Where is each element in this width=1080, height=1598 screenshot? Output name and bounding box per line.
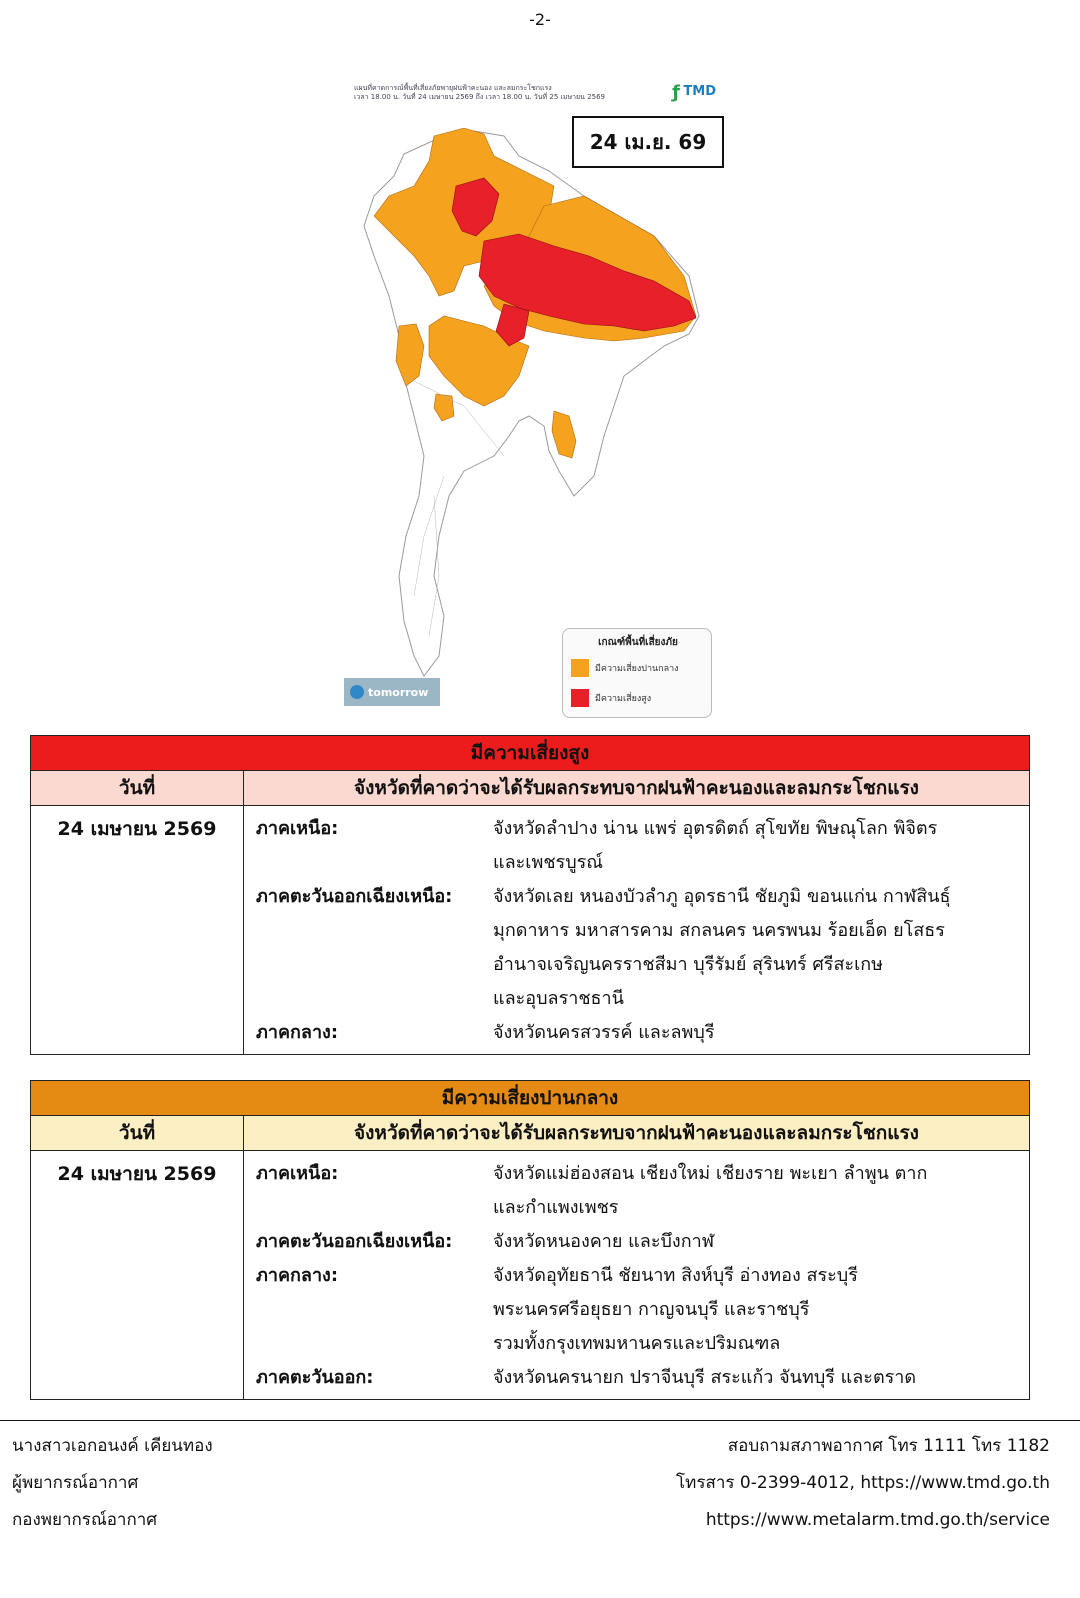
service-link[interactable]: https://www.metalarm.tmd.go.th/service [705,1510,1050,1530]
column-header-date: วันที่ [31,771,244,805]
legend-medium [571,659,679,677]
region-list [244,1151,1029,1399]
row-date: 24 เมษายน 2569 [31,806,244,1054]
region-name: ภาคตะวันออกเฉียงเหนือ: [256,1231,453,1252]
column-header-date: วันที่ [31,1116,244,1150]
region-provinces: และอุบลราชธานี [493,988,624,1009]
thailand-map [344,76,720,722]
region-name: ภาคเหนือ: [256,818,339,839]
contact-fax-web: โทรสาร 0-2399-4012, https://www.tmd.go.th [676,1473,1050,1493]
legend-medium-swatch [571,659,589,677]
footer-signature [12,1428,213,1539]
region-provinces: จังหวัดลำปาง น่าน แพร่ อุตรดิตถ์ สุโขทัย พิษณุโลก พิจิตร [493,818,938,839]
region-list [244,806,1029,1054]
tomorrow-badge [344,678,440,706]
map-header-line2: เวลา 18.00 น. วันที่ 24 เมษายน 2569 ถึง เวลา 18.00 น. วันที่ 25 เมษายน 2569 [354,93,605,101]
region-provinces: จังหวัดแม่ฮ่องสอน เชียงใหม่ เชียงราย พะเยา ลำพูน ตาก [493,1163,928,1184]
region-provinces: อำนาจเจริญนครราชสีมา บุรีรัมย์ สุรินทร์ ศรีสะเกษ [493,954,884,975]
table-row [31,1151,1029,1399]
region-provinces: จังหวัดเลย หนองบัวลำภู อุดรธานี ชัยภูมิ ขอนแก่น กาฬสินธุ์ [493,886,951,907]
forecaster-position: ผู้พยากรณ์อากาศ [12,1473,139,1493]
medium-risk-table [30,1080,1030,1400]
region-provinces: จังหวัดหนองคาย และบึงกาฬ [493,1231,715,1252]
region-name: ภาคเหนือ: [256,1163,339,1184]
footer-contact [676,1428,1050,1539]
region-name: ภาคกลาง: [256,1265,339,1286]
column-header-provinces: จังหวัดที่คาดว่าจะได้รับผลกระทบจากฝนฟ้าคะนองและลมกระโชกแรง [354,1122,919,1144]
region-provinces: จังหวัดอุทัยธานี ชัยนาท สิงห์บุรี อ่างทอง สระบุรี [493,1265,858,1286]
tomorrow-label: tomorrow [368,685,429,699]
row-date: 24 เมษายน 2569 [31,1151,244,1399]
medium-risk-header-row [31,1116,1029,1151]
legend-high-label: มีความเสี่ยงสูง [595,694,652,704]
map-header-line1: แผนที่คาดการณ์พื้นที่เสี่ยงภัยพายุฝนฟ้าคะนอง และลมกระโชกแรง [354,84,552,92]
region-name: ภาคกลาง: [256,1022,339,1043]
region-provinces: พระนครศรีอยุธยา กาญจนบุรี และราชบุรี [493,1299,810,1320]
high-risk-title: มีความเสี่ยงสูง [31,736,1029,771]
legend-title: เกณฑ์พื้นที่เสี่ยงภัย [598,637,678,648]
map-header [354,84,634,102]
medium-risk-title: มีความเสี่ยงปานกลาง [31,1081,1029,1116]
contact-phone: สอบถามสภาพอากาศ โทร 1111 โทร 1182 [727,1436,1050,1456]
legend-high [571,689,651,707]
region-provinces: และกำแพงเพชร [493,1197,619,1218]
region-provinces: มุกดาหาร มหาสารคาม สกลนคร นครพนม ร้อยเอ็ด ยโสธร [493,920,945,941]
leaf-logo-icon: ƒ [672,82,680,103]
region-name: ภาคตะวันออก: [256,1367,374,1388]
forecaster-division: กองพยากรณ์อากาศ [12,1510,158,1530]
footer-divider [0,1420,1080,1421]
column-header-provinces: จังหวัดที่คาดว่าจะได้รับผลกระทบจากฝนฟ้าคะนองและลมกระโชกแรง [354,777,919,799]
region-provinces: รวมทั้งกรุงเทพมหานครและปริมณฑล [493,1333,781,1354]
region-provinces: และเพชรบูรณ์ [493,852,603,873]
risk-map-figure [344,76,720,722]
page-number: -2- [529,10,551,29]
high-risk-header-row [31,771,1029,806]
tmd-logo: TMD [683,84,716,99]
map-legend [562,628,712,718]
legend-medium-label: มีความเสี่ยงปานกลาง [595,664,679,674]
map-date-label: 24 เม.ย. 69 [572,116,724,168]
region-provinces: จังหวัดนครสวรรค์ และลพบุรี [493,1022,715,1043]
tomorrow-logo-icon [350,685,364,699]
region-provinces: จังหวัดนครนายก ปราจีนบุรี สระแก้ว จันทบุรี และตราด [493,1367,917,1388]
forecaster-name: นางสาวเอกอนงค์ เคียนทอง [12,1436,213,1456]
high-risk-table [30,735,1030,1055]
region-name: ภาคตะวันออกเฉียงเหนือ: [256,886,453,907]
legend-high-swatch [571,689,589,707]
table-row [31,806,1029,1054]
